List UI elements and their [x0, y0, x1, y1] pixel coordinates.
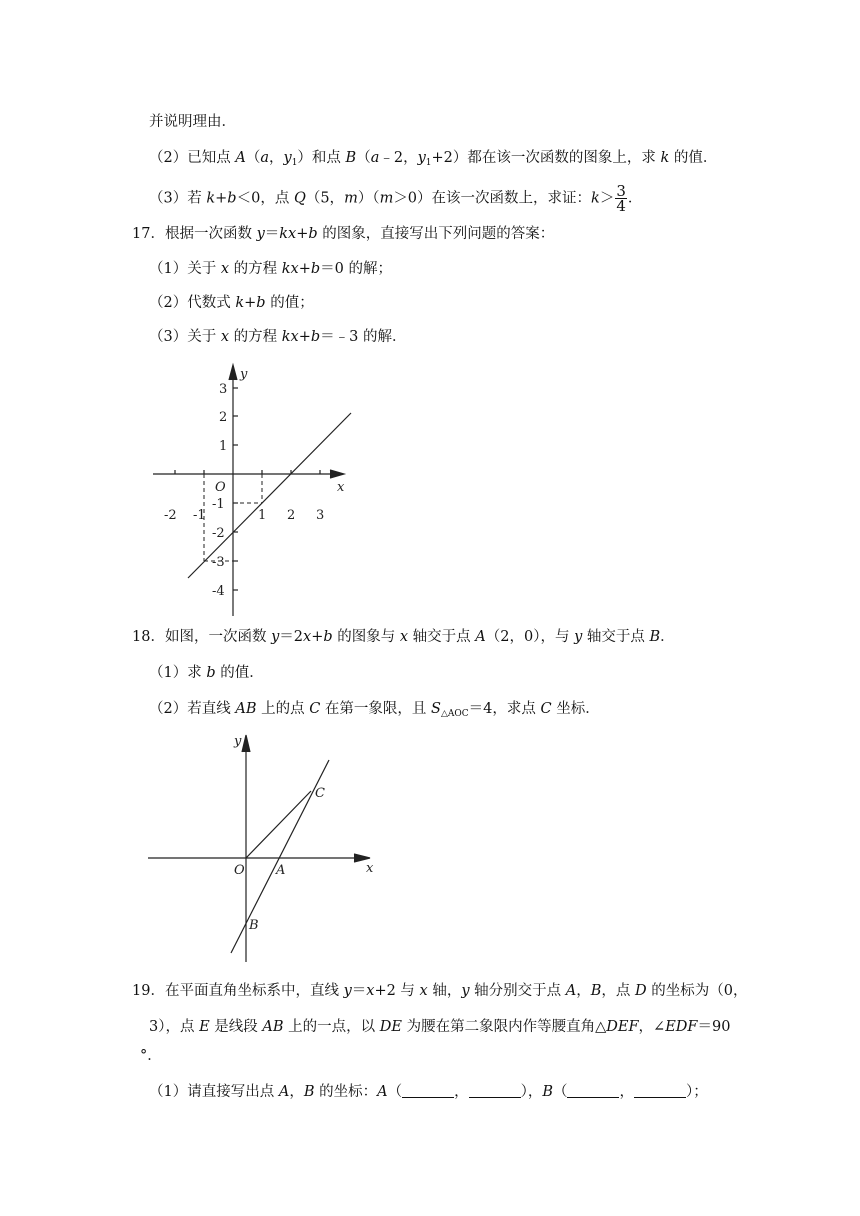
q19-part1: （1）请直接写出点 A，B 的坐标：A（ ， ），B（ ， ）； — [149, 1084, 708, 1100]
q17-xtick-2: 2 — [287, 508, 296, 523]
q16-part3: （3）若 k+b＜0，点 Q（5，m）（m＞0）在该一次函数上，求证：k＞ $\frac{3}{4}$ ． — [149, 182, 643, 215]
q16-continuation: 并说明理由． — [149, 114, 236, 130]
answer-blank-A-y[interactable] — [469, 1083, 521, 1098]
q19-line1: 19．在平面直角坐标系中，直线 y＝x+2 与 x 轴，y 轴分别交于点 A，B，点 D 的坐标为（0， — [132, 983, 748, 999]
q17-ytick-1: 1 — [219, 439, 228, 454]
q18-y-label: y — [234, 734, 242, 749]
q19-line2: 3），点 E 是线段 AB 上的一点，以 DE 为腰在第二象限内作等腰直角△DEF，∠EDF＝90 — [149, 1019, 731, 1035]
q18-point-C-label: C — [315, 786, 325, 801]
q17-xtick-1: 1 — [258, 508, 267, 523]
q17-ytick-neg1: -1 — [212, 497, 225, 512]
q17-function-line — [188, 413, 351, 578]
q18-point-A-label: A — [276, 863, 286, 878]
q17-ytick-2: 2 — [219, 410, 228, 425]
answer-blank-B-x[interactable] — [567, 1083, 619, 1098]
q17-part3: （3）关于 x 的方程 kx+b＝﹣3 的解． — [149, 329, 407, 345]
answer-blank-A-x[interactable] — [402, 1083, 454, 1098]
q18-point-B-label: B — [249, 918, 259, 933]
fraction-three-quarters: $\frac{3}{4}$ — [616, 182, 626, 215]
q17-ytick-neg4: -4 — [212, 584, 225, 599]
q17-xtick-neg2: -2 — [164, 508, 177, 523]
q17-xtick-neg1: -1 — [193, 508, 206, 523]
q17-y-label: y — [240, 367, 248, 382]
q18-part2: （2）若直线 AB 上的点 C 在第一象限，且 $S_{\triangle AOC}=4$，求点 C 坐标． — [149, 701, 600, 719]
q18-title: 18．如图，一次函数 y＝2x+b 的图象与 x 轴交于点 A（2，0），与 y 轴交于点 B． — [132, 629, 675, 645]
q18-x-label: x — [366, 861, 374, 876]
q18-point-O-label: O — [234, 863, 245, 878]
q17-origin-label: O — [215, 480, 226, 495]
q18-y-arrow — [242, 735, 250, 752]
q17-part1: （1）关于 x 的方程 kx+b＝0 的解； — [149, 261, 393, 277]
q17-ytick-3: 3 — [219, 382, 228, 397]
q17-y-arrow — [229, 365, 237, 380]
q16-part2: （2）已知点 A（a，$y_1$）和点 B（a﹣2，$y_1+2$）都在该一次函数的图象上，求 k 的值． — [149, 150, 718, 168]
q18-part1: （1）求 b 的值． — [149, 665, 264, 681]
q17-part2: （2）代数式 k+b 的值； — [149, 295, 314, 311]
q18-graph-figure — [140, 725, 390, 965]
q17-title: 17．根据一次函数 y＝kx+b 的图象，直接写出下列问题的答案： — [132, 226, 555, 242]
q17-ytick-neg3: -3 — [212, 555, 225, 570]
q19-line3: °． — [140, 1048, 162, 1064]
q17-ytick-neg2: -2 — [212, 526, 225, 541]
answer-blank-B-y[interactable] — [634, 1083, 686, 1098]
q18-segment-OC — [246, 791, 311, 858]
q17-x-arrow — [330, 470, 344, 478]
q17-x-label: x — [337, 480, 345, 495]
q17-xtick-3: 3 — [316, 508, 325, 523]
q17-graph-figure — [140, 358, 370, 620]
